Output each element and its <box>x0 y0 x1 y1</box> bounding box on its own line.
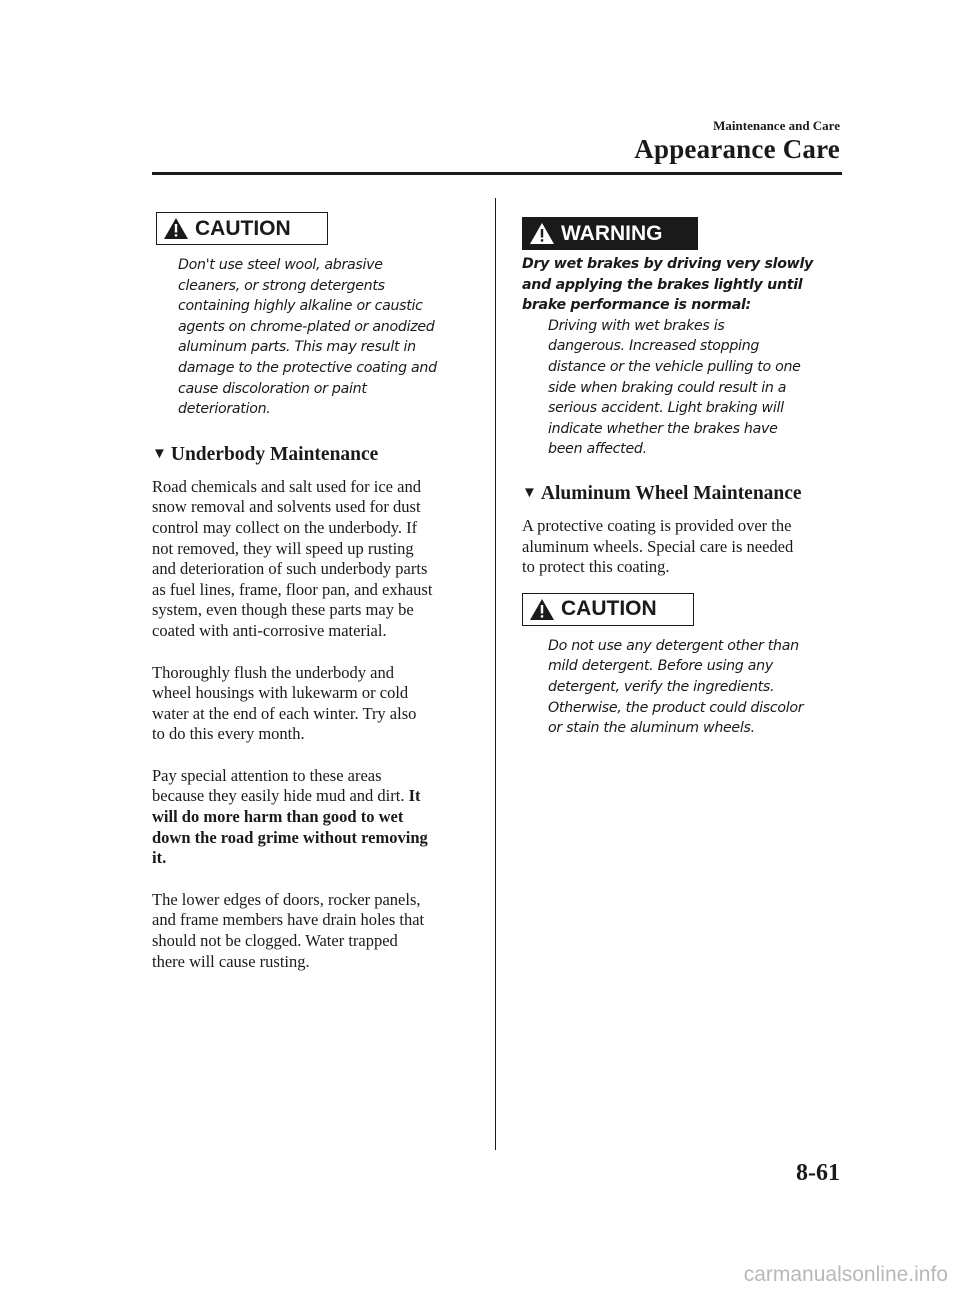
warning-text <box>522 254 842 316</box>
text-line: as fuel lines, frame, floor pan, and exhaust <box>152 579 433 599</box>
underbody-heading <box>152 444 474 466</box>
text-line: distance or the vehicle pulling to one <box>548 358 801 375</box>
text-line: indicate whether the brakes have <box>548 420 778 437</box>
text-line: containing highly alkaline or caustic <box>178 298 423 315</box>
text-line: serious accident. Light braking will <box>548 400 784 417</box>
text-line: Don't use steel wool, abrasive <box>178 257 383 273</box>
text-line: should not be clogged. Water trapped <box>152 931 398 951</box>
text-line: and deterioration of such underbody parts <box>152 559 428 579</box>
text-line-bold: down the road grime without removing <box>152 827 428 847</box>
section-marker-icon: ▼ <box>152 446 167 463</box>
left-column <box>152 212 474 972</box>
text-line: Do not use any detergent other than <box>548 637 799 654</box>
text-line: agents on chrome-plated or anodized <box>178 318 435 335</box>
underbody-paragraph-1 <box>152 477 474 642</box>
watermark: carmanualsonline.info <box>743 1263 948 1286</box>
text-line: aluminum parts. This may result in <box>178 339 416 356</box>
text-line-bold: will do more harm than good to wet <box>152 807 404 827</box>
column-divider <box>495 198 496 1150</box>
caution-box-2 <box>522 593 842 626</box>
text-line: cleaners, or strong detergents <box>178 277 385 294</box>
text-line: Otherwise, the product could discolor <box>548 699 804 716</box>
warning-detail-text <box>522 316 842 460</box>
text-line: coated with anti-corrosive material. <box>152 620 387 640</box>
warning-triangle-icon <box>529 222 555 245</box>
caution-badge <box>156 212 328 245</box>
text-line: control may collect on the underbody. If <box>152 517 418 537</box>
text-line: not removed, they will speed up rusting <box>152 538 414 558</box>
section-marker-icon: ▼ <box>522 485 537 502</box>
aluminum-wheel-paragraph <box>522 516 842 578</box>
text-line: A protective coating is provided over the <box>522 515 792 535</box>
text-line: deterioration. <box>178 401 271 418</box>
header-section-label: Maintenance and Care <box>713 118 840 133</box>
text-line: aluminum wheels. Special care is needed <box>522 536 794 556</box>
text-line: detergent, verify the ingredients. <box>548 678 775 695</box>
text-line: or stain the aluminum wheels. <box>548 720 755 737</box>
text-line: there will cause rusting. <box>152 951 310 971</box>
text-line: been affected. <box>548 441 647 458</box>
caution-2-text <box>522 636 842 739</box>
underbody-paragraph-3 <box>152 766 474 869</box>
text-line: side when braking could result in a <box>548 379 787 396</box>
text-line: Pay special attention to these areas <box>152 765 382 785</box>
text-line-bold: Dry wet brakes by driving very slowly <box>522 256 813 272</box>
text-line: cause discoloration or paint <box>178 380 367 397</box>
text-line <box>152 786 474 807</box>
text-line: snow removal and solvents used for dust <box>152 497 421 517</box>
underbody-heading-text: Underbody Maintenance <box>170 443 379 465</box>
text-line: system, even though these parts may be <box>152 600 414 620</box>
caution-label: CAUTION <box>561 597 657 621</box>
aluminum-wheel-heading-text: Aluminum Wheel Maintenance <box>540 482 802 504</box>
text-line: Driving with wet brakes is <box>548 317 725 334</box>
underbody-paragraph-2 <box>152 663 474 745</box>
text-line-bold: it. <box>152 848 167 868</box>
warning-badge <box>522 217 698 250</box>
text-line: wheel housings with lukewarm or cold <box>152 683 409 703</box>
text-line-bold: brake performance is normal: <box>522 297 751 314</box>
warning-triangle-icon <box>529 598 555 621</box>
underbody-paragraph-4 <box>152 890 474 972</box>
caution-label: CAUTION <box>195 216 291 240</box>
header-rule <box>152 172 842 175</box>
caution-box-1 <box>156 212 474 245</box>
text-line: The lower edges of doors, rocker panels, <box>152 889 421 909</box>
warning-label: WARNING <box>561 221 663 245</box>
page-title: Appearance Care <box>634 134 840 164</box>
text-line: to do this every month. <box>152 724 305 744</box>
text-line: dangerous. Increased stopping <box>548 338 760 355</box>
aluminum-wheel-heading <box>522 483 842 505</box>
text-line: Thoroughly flush the underbody and <box>152 662 394 682</box>
caution-badge <box>522 593 694 626</box>
page-number: 8-61 <box>796 1160 840 1186</box>
right-column <box>522 217 842 739</box>
text-line-bold: and applying the brakes lightly until <box>522 276 803 293</box>
text-plain: because they easily hide mud and dirt. <box>152 786 409 806</box>
text-emphasis: It <box>408 786 421 806</box>
text-line: to protect this coating. <box>522 557 670 577</box>
text-line: Road chemicals and salt used for ice and <box>152 476 421 496</box>
text-line: water at the end of each winter. Try also <box>152 703 417 723</box>
text-line: mild detergent. Before using any <box>548 658 773 675</box>
text-line: damage to the protective coating and <box>178 359 437 376</box>
warning-triangle-icon <box>163 217 189 240</box>
caution-1-text <box>152 255 474 420</box>
text-line: and frame members have drain holes that <box>152 910 425 930</box>
